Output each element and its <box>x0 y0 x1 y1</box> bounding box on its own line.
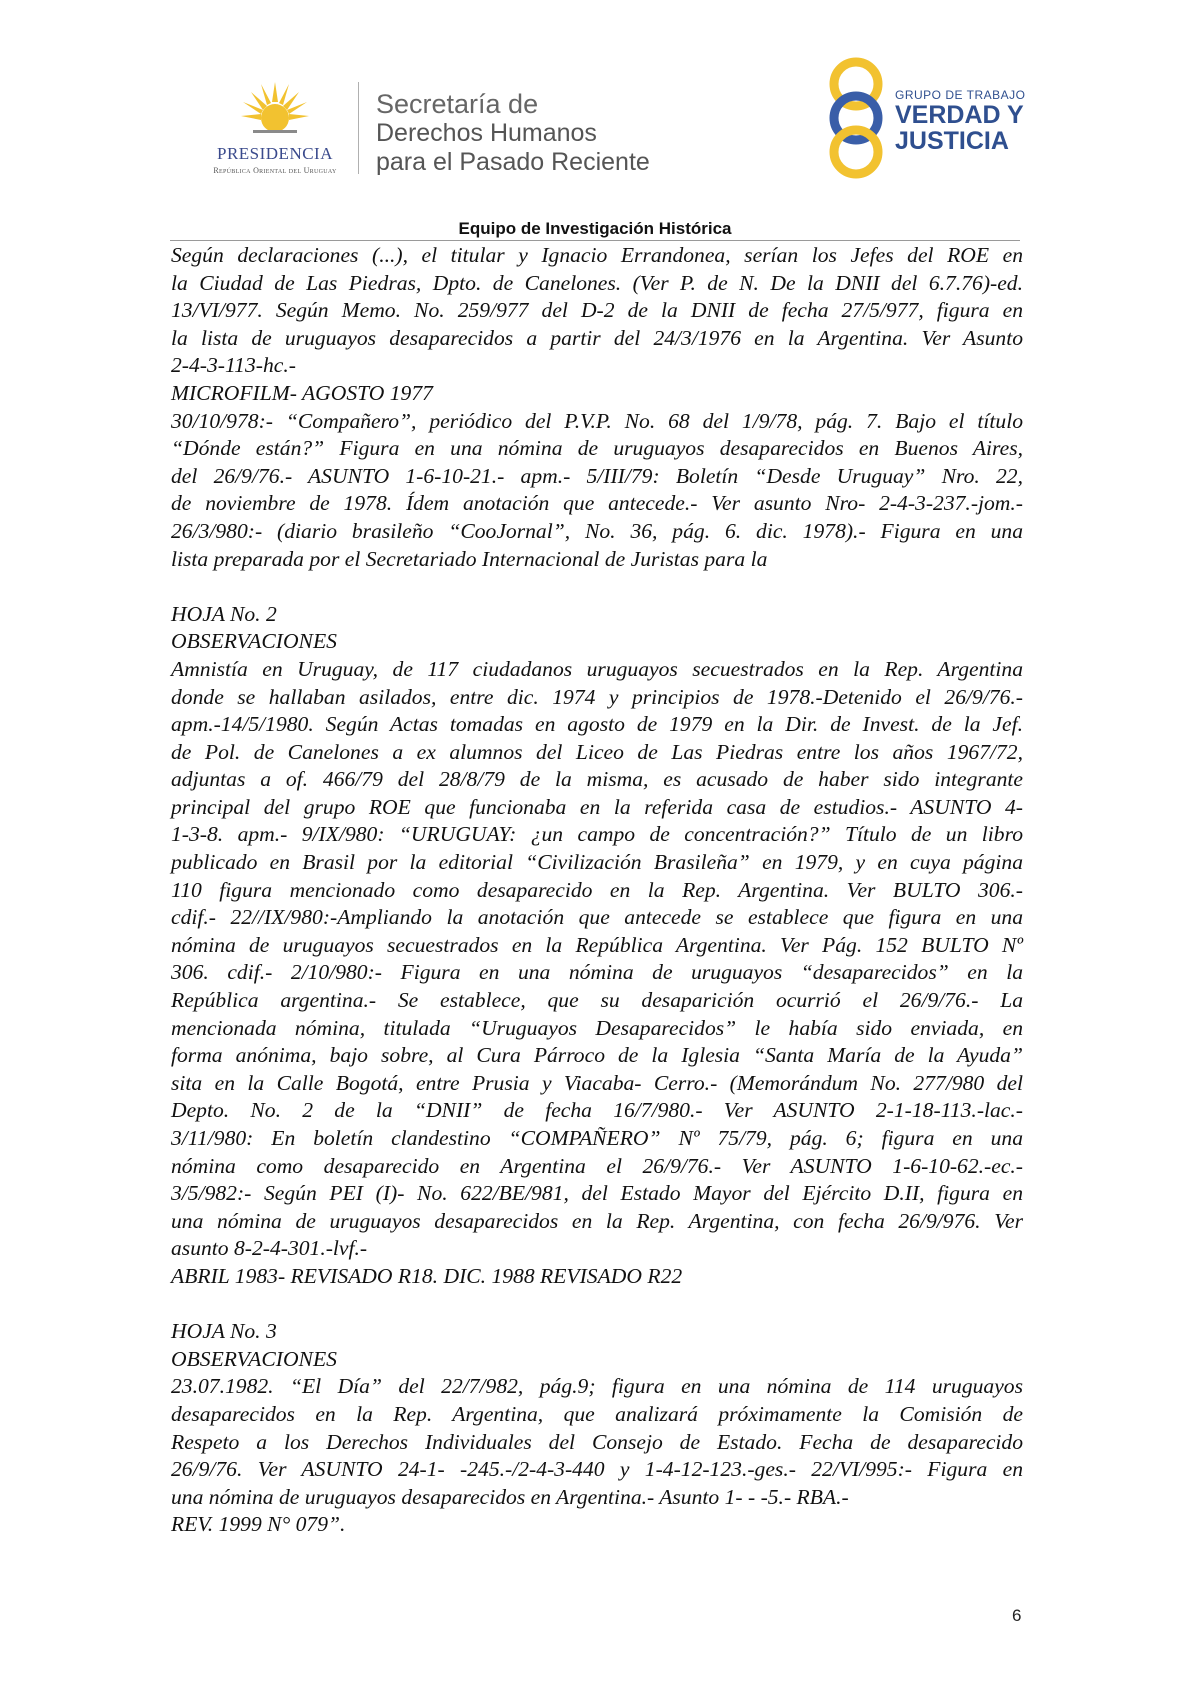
header-divider <box>358 82 359 174</box>
page-number: 6 <box>1012 1606 1022 1625</box>
text-line: desaparecidos en la Rep. Argentina, que analizará próximamente la Comisión de <box>171 1401 1023 1426</box>
text-line: Depto. No. 2 de la “DNII” de fecha 16/7/980.- Ver ASUNTO 2-1-18-113.-lac.- <box>171 1098 1023 1123</box>
verdad-justicia-logo <box>823 56 1033 181</box>
text-line: Según declaraciones (...), el titular y Ignacio Errandonea, serían los Jefes del ROE en <box>171 243 1023 267</box>
text-line: República argentina.- Se establece, que su desaparición ocurrió el 26/9/76.- La <box>171 988 1023 1013</box>
text-line: cdif.- 22//IX/980:-Ampliando la anotación que antecede se establece que figura en una <box>171 905 1023 930</box>
text-line: una nómina de uruguayos desaparecidos en la Rep. Argentina, con fecha 26/9/976. Ver <box>171 1208 1023 1233</box>
text-line: 13/VI/977. Según Memo. No. 259/977 del D-2 de la DNII de fecha 27/5/977, figura en <box>171 298 1023 323</box>
text-line: donde se hallaban asilados, entre dic. 1974 y principios de 1978.-Detenido el 26/9/76.- <box>171 684 1023 709</box>
sun-emblem-icon <box>239 78 311 150</box>
section-heading: OBSERVACIONES <box>171 1346 337 1371</box>
text-line: la Ciudad de Las Piedras, Dpto. de Canelones. (Ver P. de N. De la DNII del 6.7.76)-ed. <box>171 270 1023 295</box>
text-line: Respeto a los Derechos Individuales del Consejo de Estado. Fecha de desaparecido <box>171 1429 1023 1454</box>
text-line: 30/10/978:- “Compañero”, periódico del P.V.P. No. 68 del 1/9/78, pág. 7. Bajo el título <box>171 408 1023 433</box>
paragraph-gap <box>171 573 1023 601</box>
section-heading: MICROFILM- AGOSTO 1977 <box>171 380 433 405</box>
sheet-heading: HOJA No. 3 <box>171 1319 277 1344</box>
secretaria-line2: Derechos Humanos <box>376 119 597 147</box>
presidencia-title: PRESIDENCIA <box>216 144 333 163</box>
text-line: 306. cdif.- 2/10/980:- Figura en una nómina de uruguayos “desaparecidos” en la <box>171 960 1023 985</box>
team-title: Equipo de Investigación Histórica <box>458 219 732 238</box>
text-line: 26/3/980:- (diario brasileño “CooJornal”, No. 36, pág. 6. dic. 1978).- Figura en una <box>171 518 1023 543</box>
text-line: publicado en Brasil por la editorial “Civilización Brasileña” en 1979, y en cuya página <box>171 850 1023 875</box>
text-line: principal del grupo ROE que funcionaba en la referida casa de estudios.- ASUNTO 4- <box>171 794 1023 819</box>
text-line: sita en la Calle Bogotá, entre Prusia y Viacaba- Cerro.- (Memorándum No. 277/980 del <box>171 1070 1023 1095</box>
text-line: nómina como desaparecido en Argentina el 26/9/76.- Ver ASUNTO 1-6-10-62.-ec.- <box>171 1153 1023 1178</box>
presidencia-subtitle: República Oriental del Uruguay <box>213 166 337 175</box>
text-line: adjuntas a of. 466/79 del 28/8/79 de la misma, es acusado de haber sido integrante <box>171 767 1023 792</box>
presidencia-logo <box>195 78 355 178</box>
text-line: Amnistía en Uruguay, de 117 ciudadanos uruguayos secuestrados en la Rep. Argentina <box>171 656 1023 681</box>
paragraph-gap <box>171 1291 1023 1319</box>
gvj-line1: GRUPO DE TRABAJO <box>895 88 1026 102</box>
revision-note: ABRIL 1983- REVISADO R18. DIC. 1988 REVISADO R22 <box>171 1263 683 1288</box>
gvj-line3: JUSTICIA <box>895 127 1009 155</box>
text-line: forma anónima, bajo sobre, al Cura Párroco de la Iglesia “Santa María de la Ayuda” <box>171 1043 1023 1068</box>
text-line: “Dónde están?” Figura en una nómina de uruguayos desaparecidos en Buenos Aires, <box>171 436 1023 461</box>
text-line: la lista de uruguayos desaparecidos a partir del 24/3/1976 en la Argentina. Ver Asunto <box>171 325 1023 350</box>
text-line: de noviembre de 1978. Ídem anotación que antecede.- Ver asunto Nro- 2-4-3-237.-jom.- <box>171 491 1023 516</box>
text-line: apm.-14/5/1980. Según Actas tomadas en agosto de 1979 en la Dir. de Invest. de la Jef. <box>171 712 1023 737</box>
text-line: 2-4-3-113-hc.- <box>171 353 296 378</box>
text-line: lista preparada por el Secretariado Internacional de Juristas para la <box>171 546 768 571</box>
text-line: 23.07.1982. “El Día” del 22/7/982, pág.9; figura en una nómina de 114 uruguayos <box>171 1374 1023 1399</box>
text-line: asunto 8-2-4-301.-lvf.- <box>171 1236 368 1261</box>
secretaria-line1: Secretaría de <box>376 89 539 119</box>
text-line: 3/5/982:- Según PEI (I)- No. 622/BE/981, del Estado Mayor del Ejército D.II, figura en <box>171 1181 1023 1206</box>
text-line: una nómina de uruguayos desaparecidos en Argentina.- Asunto 1- - -5.- RBA.- <box>171 1484 849 1509</box>
document-body <box>171 242 1023 1539</box>
sheet-heading: HOJA No. 2 <box>171 601 277 626</box>
linked-rings-icon <box>823 56 893 181</box>
text-line: 26/9/76. Ver ASUNTO 24-1- -245.-/2-4-3-440 y 1-4-12-123.-ges.- 22/VI/995:- Figura en <box>171 1457 1023 1482</box>
secretaria-logo-text <box>376 90 650 177</box>
text-line: 110 figura mencionado como desaparecido en la Rep. Argentina. Ver BULTO 306.- <box>171 877 1023 902</box>
secretaria-line3: para el Pasado Reciente <box>376 148 650 176</box>
text-line: 1-3-8. apm.- 9/IX/980: “URUGUAY: ¿un campo de concentración?” Título de un libro <box>171 822 1023 847</box>
text-line: de Pol. de Canelones a ex alumnos del Liceo de Las Piedras entre los años 1967/72, <box>171 739 1023 764</box>
text-line: nómina de uruguayos secuestrados en la República Argentina. Ver Pág. 152 BULTO Nº <box>171 932 1023 957</box>
text-line: mencionada nómina, titulada “Uruguayos Desaparecidos” le había sido enviada, en <box>171 1015 1023 1040</box>
revision-note: REV. 1999 N° 079”. <box>171 1512 346 1537</box>
gvj-line2: VERDAD Y <box>895 101 1024 129</box>
text-line: del 26/9/76.- ASUNTO 1-6-10-21.- apm.- 5/III/79: Boletín “Desde Uruguay” Nro. 22, <box>171 463 1023 488</box>
text-line: 3/11/980: En boletín clandestino “COMPAÑERO” Nº 75/79, pág. 6; figura en una <box>171 1126 1023 1150</box>
header-rule <box>170 240 1020 241</box>
section-heading: OBSERVACIONES <box>171 629 337 654</box>
